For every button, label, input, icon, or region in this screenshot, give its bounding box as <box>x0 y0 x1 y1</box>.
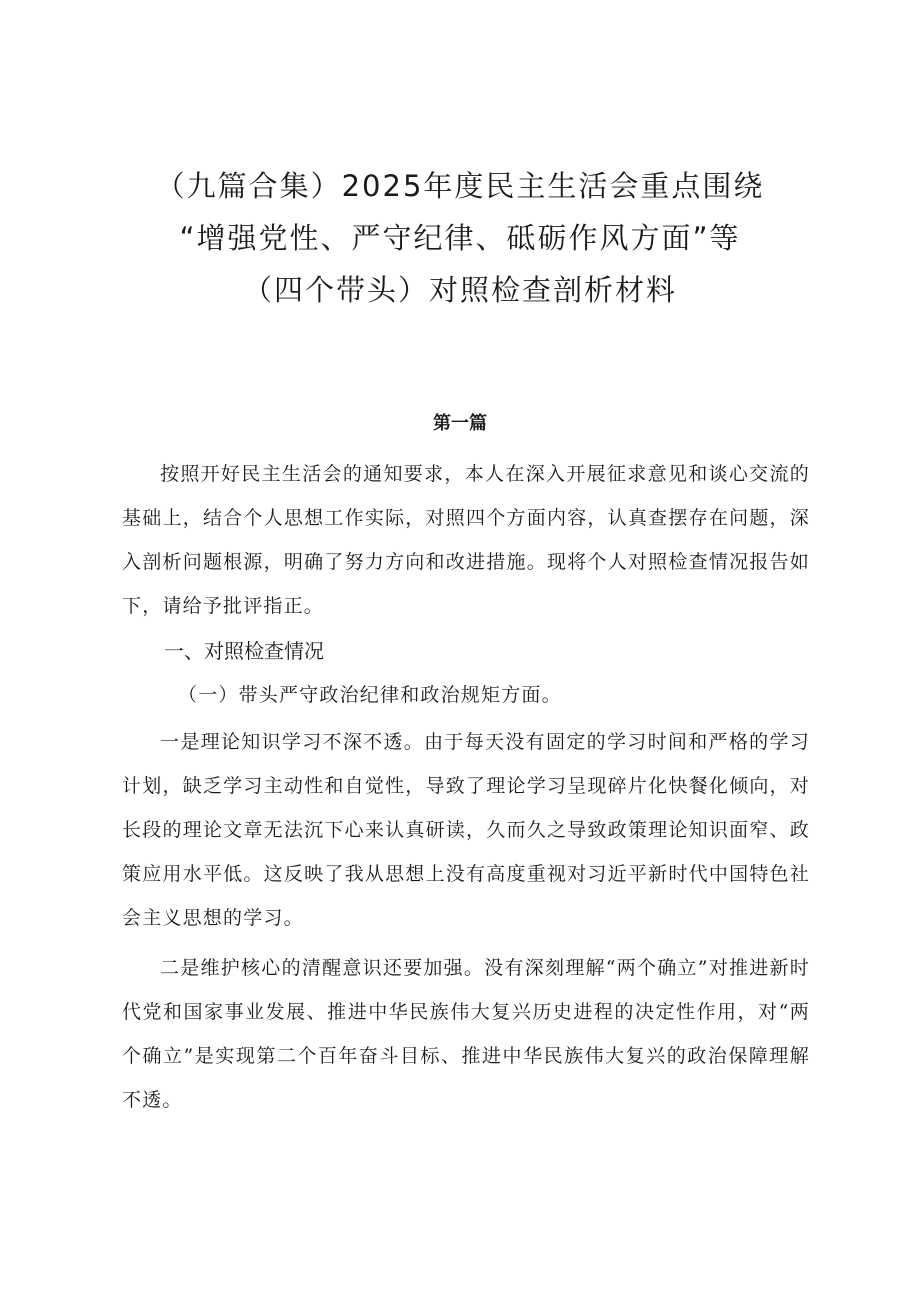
intro-paragraph: 按照开好民主生活会的通知要求，本人在深入开展征求意见和谈心交流的基础上，结合个人思想工作实际，对照四个方面内容，认真查摆存在问题，深入剖析问题根源，明确了努力方向和改进措施。现将个人对照检查情况报告如下，请给予批评指正。 <box>122 463 810 617</box>
section-heading: 第一篇 <box>433 413 487 434</box>
heading-level-1: 一、对照检查情况 <box>164 639 324 663</box>
heading-level-2: （一）带头严守政治纪律和政治规矩方面。 <box>178 684 562 706</box>
point-1-paragraph <box>122 720 810 940</box>
title-line-3: （四个带头）对照检查剖析材料 <box>242 273 677 307</box>
title-line-1: （九篇合集）2025年度民主生活会重点围绕 <box>155 169 765 203</box>
point-2-body: 没有深刻理解“两个确立”对推进新时代党和国家事业发展、推进中华民族伟大复兴历史进程的决定性作用，对“两个确立”是实现第二个百年奋斗目标、推进中华民族伟大复兴的政治保障理解不透。 <box>122 957 810 1111</box>
title-line-2: “增强党性、严守纪律、砥砺作风方面”等 <box>179 221 741 255</box>
point-1-body: 由于每天没有固定的学习时间和严格的学习计划，缺乏学习主动性和自觉性，导致了理论学习呈现碎片化快餐化倾向，对长段的理论文章无法沉下心来认真研读，久而久之导致政策理论知识面窄、政策应用水平低。这反映了我从思想上没有高度重视对习近平新时代中国特色社会主义思想的学习。 <box>122 731 810 929</box>
point-2-paragraph <box>122 946 810 1122</box>
document-title <box>90 160 830 316</box>
point-2-lead: 二是维护核心的清醒意识还要加强。 <box>160 957 485 979</box>
point-1-lead: 一是理论知识学习不深不透。 <box>160 731 425 753</box>
